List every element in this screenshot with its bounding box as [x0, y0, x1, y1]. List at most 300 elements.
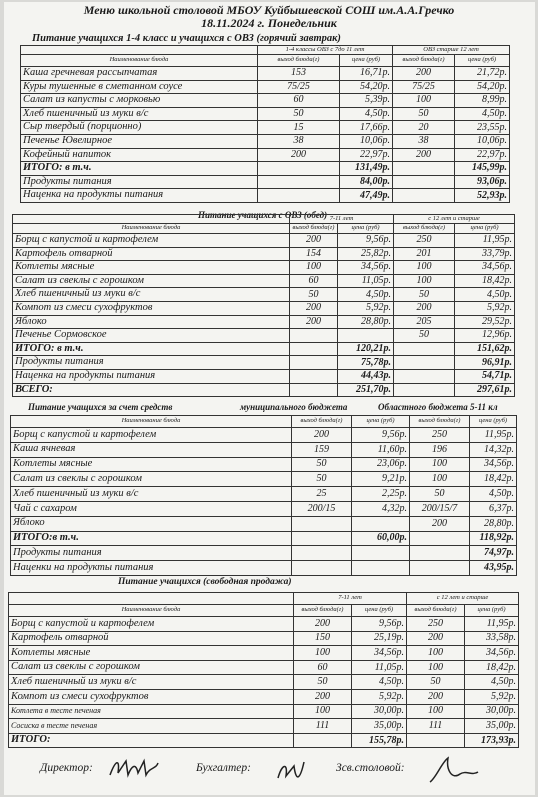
price-value [352, 516, 410, 531]
total-row [13, 342, 515, 356]
menu-row [13, 315, 515, 329]
dish-name: Котлеты мясные [9, 646, 294, 661]
price-value: 5,39р. [340, 94, 393, 108]
section3-regional: Областного бюджета 5-11 кл [378, 402, 498, 412]
dish-name: Яблоко [13, 315, 290, 329]
group-label-seniors: с 12 лет и старше [407, 593, 519, 605]
price-value: 34,56р. [470, 457, 517, 472]
food-price-juniors [352, 546, 410, 561]
menu-title: Меню школьной столовой МБОУ Куйбышевской СОШ им.А.А.Гречко [83, 3, 455, 17]
yield-value: 50 [393, 107, 455, 121]
yield-value: 100 [410, 472, 470, 487]
dish-name: Котлеты мясные [13, 261, 290, 275]
section3-municipal: муниципального бюджета [240, 402, 348, 412]
price-value: 33,58р. [465, 631, 519, 646]
dish-name: Салат из свеклы с горошком [9, 660, 294, 675]
yield-value: 250 [410, 428, 470, 443]
price-value: 9,21р. [352, 472, 410, 487]
yield-value: 200 [393, 148, 455, 162]
group-label-seniors: ОВЗ старше 12 лет [393, 46, 510, 55]
empty-cell [258, 175, 340, 189]
markup-price-juniors: 44,43р. [338, 369, 394, 383]
yield-value: 200 [290, 234, 338, 248]
empty-cell [292, 561, 352, 576]
price-value: 23,55р. [455, 121, 510, 135]
yield-value: 100 [294, 646, 352, 661]
yield-value: 200/15/7 [410, 501, 470, 516]
price-value: 11,60р. [352, 442, 410, 457]
markup-label: Наценка на продукты питания [21, 189, 258, 203]
yield-value: 154 [290, 247, 338, 261]
dish-name: Сыр твердый (порционно) [21, 121, 258, 135]
price-value: 22,97р. [340, 148, 393, 162]
column-header-row [11, 416, 517, 428]
empty-cell [290, 356, 338, 370]
menu-row [9, 660, 519, 675]
food-price-seniors: 74,97р. [470, 546, 517, 561]
section3-title: Питание учащихся за счет средств [28, 402, 173, 412]
header-yield: выход блюда(г) [394, 224, 455, 234]
yield-value: 25 [292, 487, 352, 502]
header-price: цена (руб) [352, 416, 410, 428]
yield-value: 200 [393, 67, 455, 81]
price-value: 5,92р. [455, 301, 515, 315]
price-value: 17,66р. [340, 121, 393, 135]
yield-value: 100 [407, 704, 465, 719]
food-label: Продукты питания [13, 356, 290, 370]
section4-title: Питание учащихся (свободная продажа) [118, 577, 292, 587]
yield-value: 20 [393, 121, 455, 135]
header-yield: выход блюда(г) [407, 605, 465, 617]
dish-name: Каша ячневая [11, 442, 292, 457]
price-value: 54,20р. [340, 80, 393, 94]
yield-value: 100 [407, 660, 465, 675]
price-value: 5,92р. [465, 689, 519, 704]
canteen-head-label: Зсв.столовой: [336, 762, 405, 774]
dish-name: Салат из свеклы с горошком [11, 472, 292, 487]
total-price-juniors: 131,49р. [340, 162, 393, 176]
food-row [21, 175, 510, 189]
price-value: 22,97р. [455, 148, 510, 162]
section1-title: Питание учащихся 1-4 класс и учащихся с ОВЗ (горячий завтрак) [32, 33, 341, 44]
price-value: 25,82р. [338, 247, 394, 261]
total-label: ИТОГО:в т.ч. [11, 531, 292, 546]
menu-row [9, 617, 519, 632]
food-row [11, 546, 517, 561]
yield-value: 201 [394, 247, 455, 261]
yield-value: 60 [290, 274, 338, 288]
price-value: 18,42р. [455, 274, 515, 288]
menu-row [13, 288, 515, 302]
yield-value: 100 [407, 646, 465, 661]
markup-price-juniors: 47,49р. [340, 189, 393, 203]
markup-label: Наценки на продукты питания [11, 561, 292, 576]
price-value: 4,50р. [465, 675, 519, 690]
header-price: цена (руб) [340, 55, 393, 67]
total-label: ИТОГО: в т.ч. [21, 162, 258, 176]
price-value: 28,80р. [470, 516, 517, 531]
menu-row [11, 472, 517, 487]
price-value: 4,50р. [338, 288, 394, 302]
yield-value: 38 [393, 134, 455, 148]
yield-value: 200 [292, 428, 352, 443]
header-yield: выход блюда(г) [258, 55, 340, 67]
price-value: 4,50р. [455, 107, 510, 121]
price-value: 11,95р. [455, 234, 515, 248]
column-header-row [13, 224, 515, 234]
dish-name: Кофейный напиток [21, 148, 258, 162]
price-value: 4,50р. [455, 288, 515, 302]
yield-value [290, 329, 338, 343]
price-value: 10,06р. [340, 134, 393, 148]
price-value: 33,79р. [455, 247, 515, 261]
menu-row [11, 428, 517, 443]
price-value [338, 329, 394, 343]
price-value: 35,00р. [352, 719, 407, 734]
price-value: 9,56р. [352, 617, 407, 632]
accountant-signature [274, 756, 314, 786]
total-row [9, 733, 519, 748]
dish-name: Хлеб пшеничный из муки в/с [21, 107, 258, 121]
lunch-table [12, 214, 515, 397]
yield-value: 75/25 [393, 80, 455, 94]
header-yield: выход блюда(г) [294, 605, 352, 617]
price-value: 5,92р. [338, 301, 394, 315]
column-header-row [21, 55, 510, 67]
menu-row [21, 107, 510, 121]
yield-value: 50 [292, 472, 352, 487]
price-value: 30,00р. [465, 704, 519, 719]
yield-value: 75/25 [258, 80, 340, 94]
menu-row [11, 501, 517, 516]
food-price-seniors: 96,91р. [455, 356, 515, 370]
menu-row [21, 94, 510, 108]
food-price-juniors: 84,00р. [340, 175, 393, 189]
yield-value: 100 [290, 261, 338, 275]
markup-price-seniors: 54,71р. [455, 369, 515, 383]
price-value: 25,19р. [352, 631, 407, 646]
budget-table [10, 415, 517, 576]
yield-value: 200 [410, 516, 470, 531]
empty-cell [410, 546, 470, 561]
header-yield: выход блюда(г) [410, 416, 470, 428]
price-value: 11,95р. [470, 428, 517, 443]
menu-row [13, 247, 515, 261]
menu-row [13, 301, 515, 315]
header-price: цена (руб) [338, 224, 394, 234]
yield-value: 200/15 [292, 501, 352, 516]
food-price-seniors: 93,06р. [455, 175, 510, 189]
menu-row [13, 329, 515, 343]
empty-cell [290, 342, 338, 356]
price-value: 21,72р. [455, 67, 510, 81]
yield-value: 60 [258, 94, 340, 108]
menu-row [9, 689, 519, 704]
empty-cell [290, 369, 338, 383]
group-label-seniors: с 12 лет и старше [394, 215, 515, 224]
yield-value: 50 [394, 329, 455, 343]
empty-cell [394, 356, 455, 370]
dish-name: Котлета в тесте печеная [9, 704, 294, 719]
spacer-cell [13, 215, 290, 224]
total-price-juniors: 155,78р. [352, 733, 407, 748]
header-dish-name: Наименование блюда [11, 416, 292, 428]
column-header-row [9, 605, 519, 617]
yield-value: 250 [407, 617, 465, 632]
dish-name: Борщ с капустой и картофелем [11, 428, 292, 443]
dish-name: Салат из капусты с морковью [21, 94, 258, 108]
price-value: 11,05р. [338, 274, 394, 288]
director-label: Директор: [40, 762, 93, 774]
menu-row [21, 80, 510, 94]
yield-value: 150 [294, 631, 352, 646]
menu-row [21, 121, 510, 135]
total-price-seniors: 151,62р. [455, 342, 515, 356]
menu-date: 18.11.2024 г. Понедельник [201, 16, 337, 30]
dish-name: Картофель отварной [13, 247, 290, 261]
total-price-juniors: 120,21р. [338, 342, 394, 356]
header-yield: выход блюда(г) [290, 224, 338, 234]
group-label-juniors: 1-4 классы ОВЗ с 7до 11 лет [258, 46, 393, 55]
header-price: цена (руб) [470, 416, 517, 428]
price-value: 14,32р. [470, 442, 517, 457]
free-sale-table [8, 592, 519, 748]
price-value: 23,06р. [352, 457, 410, 472]
price-value: 34,56р. [338, 261, 394, 275]
price-value: 35,00р. [465, 719, 519, 734]
yield-value: 38 [258, 134, 340, 148]
price-value: 34,56р. [465, 646, 519, 661]
yield-value: 200 [394, 301, 455, 315]
dish-name: Борщ с капустой и картофелем [9, 617, 294, 632]
dish-name: Каша гречневая рассыпчатая [21, 67, 258, 81]
empty-cell [290, 383, 338, 397]
dish-name: Котлеты мясные [11, 457, 292, 472]
price-value: 30,00р. [352, 704, 407, 719]
dish-name: Компот из смеси сухофруктов [13, 301, 290, 315]
empty-cell [407, 733, 465, 748]
empty-cell [292, 546, 352, 561]
dish-name: Борщ с капустой и картофелем [13, 234, 290, 248]
total-row [21, 162, 510, 176]
yield-value: 50 [258, 107, 340, 121]
price-value: 28,80р. [338, 315, 394, 329]
markup-label: Наценка на продукты питания [13, 369, 290, 383]
header-price: цена (руб) [465, 605, 519, 617]
yield-value: 100 [394, 261, 455, 275]
menu-row [9, 631, 519, 646]
canteen-head-signature [424, 752, 484, 790]
price-value: 29,52р. [455, 315, 515, 329]
group-header-row [9, 593, 519, 605]
group-label-juniors: 7-11 лет [294, 593, 407, 605]
price-value: 9,56р. [352, 428, 410, 443]
yield-value: 100 [410, 457, 470, 472]
yield-value: 200 [407, 689, 465, 704]
empty-cell [393, 189, 455, 203]
header-yield: выход блюда(г) [393, 55, 455, 67]
yield-value: 100 [393, 94, 455, 108]
empty-cell [410, 561, 470, 576]
empty-cell [393, 162, 455, 176]
dish-name: Сосиска в тесте печеная [9, 719, 294, 734]
empty-cell [394, 369, 455, 383]
header-dish-name: Наименование блюда [21, 55, 258, 67]
yield-value: 200 [258, 148, 340, 162]
yield-value: 153 [258, 67, 340, 81]
dish-name: Хлеб пшеничный из муки в/с [11, 487, 292, 502]
markup-row [13, 369, 515, 383]
menu-row [13, 234, 515, 248]
dish-name: Компот из смеси сухофруктов [9, 689, 294, 704]
markup-price-juniors [352, 561, 410, 576]
price-value: 16,71р. [340, 67, 393, 81]
price-value: 11,05р. [352, 660, 407, 675]
empty-cell [410, 531, 470, 546]
yield-value: 200 [290, 315, 338, 329]
dish-name: Хлеб пшеничный из муки в/с [13, 288, 290, 302]
breakfast-table [20, 45, 510, 203]
yield-value: 250 [394, 234, 455, 248]
group-header-row [13, 215, 515, 224]
menu-row [9, 675, 519, 690]
yield-value: 50 [407, 675, 465, 690]
total-price-seniors: 118,92р. [470, 531, 517, 546]
markup-row [11, 561, 517, 576]
group-header-row [21, 46, 510, 55]
yield-value: 15 [258, 121, 340, 135]
header-dish-name: Наименование блюда [9, 605, 294, 617]
food-label: Продукты питания [21, 175, 258, 189]
director-signature [106, 755, 162, 783]
dish-name: Картофель отварной [9, 631, 294, 646]
empty-cell [394, 383, 455, 397]
price-value: 4,50р. [352, 675, 407, 690]
menu-row [9, 719, 519, 734]
price-value: 12,96р. [455, 329, 515, 343]
empty-cell [394, 342, 455, 356]
total-price-juniors: 60,00р. [352, 531, 410, 546]
menu-row [11, 516, 517, 531]
group-label-juniors: 7-11 лет [290, 215, 394, 224]
menu-row [11, 457, 517, 472]
yield-value: 200 [407, 631, 465, 646]
menu-row [21, 148, 510, 162]
food-row [13, 356, 515, 370]
empty-cell [292, 531, 352, 546]
price-value: 10,06р. [455, 134, 510, 148]
total-label: ИТОГО: в т.ч. [13, 342, 290, 356]
yield-value [292, 516, 352, 531]
yield-value: 100 [394, 274, 455, 288]
price-value: 18,42р. [465, 660, 519, 675]
food-price-juniors: 75,78р. [338, 356, 394, 370]
dish-name: Печенье Ювелирное [21, 134, 258, 148]
header-price: цена (руб) [455, 55, 510, 67]
all-row [13, 383, 515, 397]
yield-value: 196 [410, 442, 470, 457]
price-value: 6,37р. [470, 501, 517, 516]
menu-row [21, 67, 510, 81]
empty-cell [294, 733, 352, 748]
price-value: 8,99р. [455, 94, 510, 108]
dish-name: Салат из свеклы с горошком [13, 274, 290, 288]
empty-cell [393, 175, 455, 189]
menu-row [21, 134, 510, 148]
dish-name: Печенье Сормовское [13, 329, 290, 343]
empty-cell [258, 162, 340, 176]
menu-row [11, 487, 517, 502]
markup-price-seniors: 52,93р. [455, 189, 510, 203]
price-value: 4,32р. [352, 501, 410, 516]
yield-value: 60 [294, 660, 352, 675]
yield-value: 50 [394, 288, 455, 302]
empty-cell [258, 189, 340, 203]
spacer-cell [21, 46, 258, 55]
price-value: 4,50р. [470, 487, 517, 502]
markup-price-seniors: 43,95р. [470, 561, 517, 576]
menu-row [11, 442, 517, 457]
yield-value: 111 [294, 719, 352, 734]
yield-value: 50 [410, 487, 470, 502]
food-label: Продукты питания [11, 546, 292, 561]
all-price-juniors: 251,70р. [338, 383, 394, 397]
accountant-label: Бухгалтер: [196, 762, 251, 774]
price-value: 18,42р. [470, 472, 517, 487]
section2-title: Питание учащихся с ОВЗ (обед) [198, 210, 328, 220]
price-value: 4,50р. [340, 107, 393, 121]
markup-row [21, 189, 510, 203]
menu-row [9, 704, 519, 719]
price-value: 11,95р. [465, 617, 519, 632]
yield-value: 200 [294, 617, 352, 632]
price-value: 9,56р. [338, 234, 394, 248]
yield-value: 111 [407, 719, 465, 734]
menu-row [9, 646, 519, 661]
total-price-seniors: 145,99р. [455, 162, 510, 176]
yield-value: 50 [292, 457, 352, 472]
dish-name: Хлеб пшеничный из муки в/с [9, 675, 294, 690]
yield-value: 159 [292, 442, 352, 457]
total-label: ИТОГО: [9, 733, 294, 748]
yield-value: 50 [290, 288, 338, 302]
header-dish-name: Наименование блюда [13, 224, 290, 234]
price-value: 2,25р. [352, 487, 410, 502]
dish-name: Чай с сахаром [11, 501, 292, 516]
price-value: 5,92р. [352, 689, 407, 704]
price-value: 34,56р. [352, 646, 407, 661]
header-price: цена (руб) [455, 224, 515, 234]
dish-name: Яблоко [11, 516, 292, 531]
total-price-seniors: 173,93р. [465, 733, 519, 748]
header-price: цена (руб) [352, 605, 407, 617]
total-row [11, 531, 517, 546]
price-value: 54,20р. [455, 80, 510, 94]
dish-name: Куры тушенные в сметанном соусе [21, 80, 258, 94]
yield-value: 50 [294, 675, 352, 690]
yield-value: 205 [394, 315, 455, 329]
all-label: ВСЕГО: [13, 383, 290, 397]
menu-row [13, 261, 515, 275]
price-value: 34,56р. [455, 261, 515, 275]
menu-row [13, 274, 515, 288]
all-price-seniors: 297,61р. [455, 383, 515, 397]
yield-value: 100 [294, 704, 352, 719]
yield-value: 200 [290, 301, 338, 315]
header-yield: выход блюда(г) [292, 416, 352, 428]
yield-value: 200 [294, 689, 352, 704]
spacer-cell [9, 593, 294, 605]
